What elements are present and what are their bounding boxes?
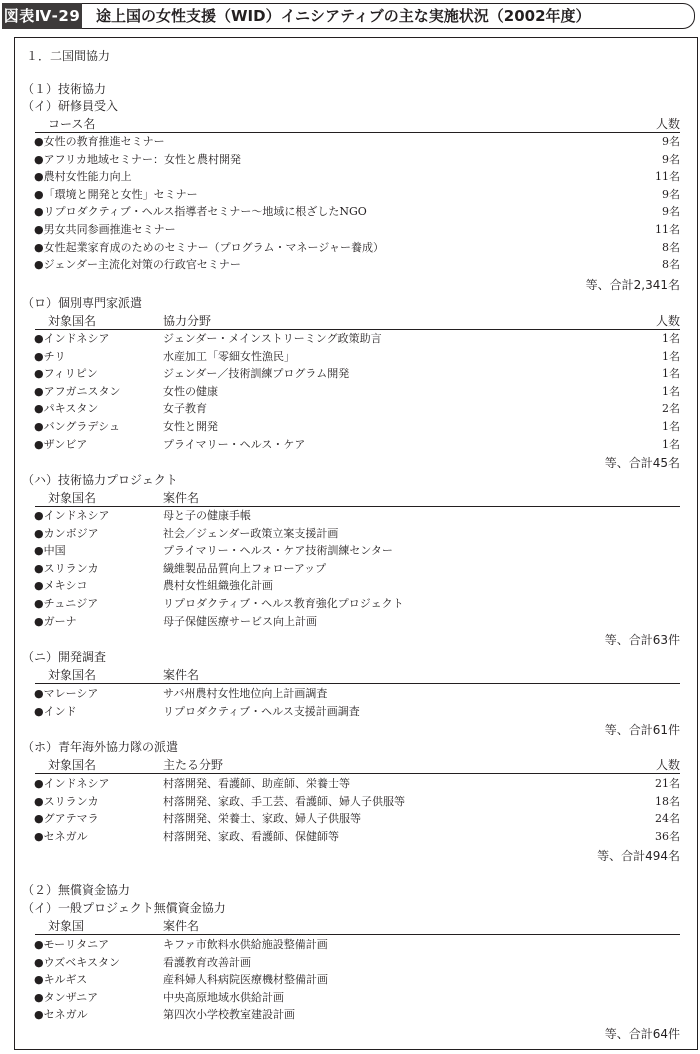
course-name: ●女性起業家育成のためのセミナー（プログラム・マネージャー養成） [34,240,385,254]
surveys-title: （ニ）開発調査 [22,650,107,664]
row-case: 社会／ジェンダー政策立案支援計画 [163,526,339,540]
row-count: 24名 [655,812,680,826]
row-field: 女性の健康 [163,384,218,398]
figure-header [2,3,695,31]
projects-header-rule [35,506,680,507]
experts-col-country: 対象国名 [48,314,97,328]
row-country: ●マレーシア [34,687,99,700]
volunteers-col-field: 主たる分野 [163,758,224,772]
row-field: 女子教育 [163,402,207,416]
experts-title: （ロ）個別専門家派遣 [22,296,143,310]
row-country: ●ザンビア [34,437,88,451]
row-country: ●ガーナ [34,614,77,628]
row-count: 1名 [662,437,680,451]
row-field: 村落開発、看護師、助産師、栄養士等 [163,777,350,790]
course-name: ●アフリカ地域セミナー：女性と農村開発 [34,152,242,166]
volunteers-col-count: 人数 [655,758,680,772]
trainee-title: （イ）研修員受入 [22,99,119,113]
experts-col-count: 人数 [655,314,680,328]
row-country: ●チュニジア [34,597,99,610]
grant-header-rule [35,934,680,935]
row-count: 8名 [662,240,680,254]
row-count: 1名 [662,367,680,381]
row-count: 9名 [662,187,680,201]
volunteers-total: 等、合計494名 [597,849,680,863]
row-case: 母と子の健康手帳 [163,509,251,522]
projects-title: （ハ）技術協力プロジェクト [22,473,178,487]
row-count: 1名 [662,384,680,398]
volunteers-col-country: 対象国名 [48,758,97,772]
experts-total: 等、合計45名 [604,456,680,470]
course-name: ●「環境と開発と女性」セミナー [34,187,198,201]
row-country: ●アフガニスタン [34,384,121,398]
row-field: ジェンダー／技術訓練プログラム開発 [163,367,350,381]
row-country: ●グアテマラ [34,812,99,826]
row-country: ●インドネシア [34,332,110,345]
row-case: 第四次小学校教室建設計画 [163,1008,295,1022]
experts-col-field: 協力分野 [163,314,212,328]
row-country: ●ウズベキスタン [34,955,121,969]
general-grant-title: （イ）一般プロジェクト無償資金協力 [22,901,226,915]
row-case: キファ市飲料水供給施設整備計画 [163,938,328,951]
surveys-total: 等、合計61件 [604,723,680,737]
experts-header-rule [35,329,680,330]
grant-col-country: 対象国 [48,919,85,933]
row-count: 9名 [662,152,680,166]
projects-col-country: 対象国名 [48,491,97,505]
surveys-col-country: 対象国名 [48,668,97,682]
row-count: 21名 [655,777,680,790]
row-country: ●中国 [34,544,66,558]
figure-title: 途上国の女性支援（WID）イニシアティブの主な実施状況（2002年度） [96,7,591,25]
row-field: 村落開発、家政、手工芸、看護師、婦人子供服等 [163,794,405,808]
figure-label: 図表Ⅳ-29 [2,3,82,29]
surveys-col-case: 案件名 [163,668,200,682]
row-case: サバ州農村女性地位向上計画調査 [163,687,328,700]
row-count: 2名 [662,402,680,416]
row-case: 農村女性組織強化計画 [163,579,273,593]
row-field: プライマリー・ヘルス・ケア [163,437,306,451]
section-bilateral-title: １．二国間協力 [26,49,111,63]
row-country: ●スリランカ [34,561,99,575]
row-count: 11名 [655,170,680,184]
row-count: 1名 [662,332,680,345]
row-count: 1名 [662,420,680,433]
course-name: ●男女共同参画推進セミナー [34,223,176,236]
row-case: 母子保健医療サービス向上計画 [163,614,317,628]
row-country: ●フィリピン [34,367,98,381]
row-field: 女性と開発 [163,420,218,433]
row-case: 産科婦人科病院医療機材整備計画 [163,973,328,987]
row-field: ジェンダー・メインストリーミング政策助言 [163,332,382,345]
row-country: ●インドネシア [34,509,110,522]
row-country: ●インドネシア [34,777,110,790]
grant-col-case: 案件名 [163,919,200,933]
row-country: ●インド [34,704,77,718]
row-field: 水産加工「零細女性漁民」 [163,349,295,363]
row-country: ●キルギス [34,973,88,987]
trainee-total: 等、合計2,341名 [585,278,680,292]
row-country: ●カンボジア [34,526,99,540]
row-case: 繊維製品品質向上フォローアップ [163,561,327,575]
row-country: ●メキシコ [34,579,88,593]
technical-cooperation-title: （１）技術協力 [22,82,107,96]
row-country: ●バングラデシュ [34,420,120,433]
course-name: ●リプロダクティブ・ヘルス指導者セミナー～地域に根ざしたNGO [34,205,367,219]
row-count: 36名 [655,829,680,843]
row-field: 村落開発、栄養士、家政、婦人子供服等 [163,812,361,826]
row-count: 8名 [662,258,680,272]
trainee-col-course: コース名 [48,117,96,131]
row-case: リプロダクティブ・ヘルス教育強化プロジェクト [163,597,404,610]
surveys-header-rule [35,683,680,684]
trainee-header-rule [35,132,680,133]
row-country: ●パキスタン [34,402,99,416]
row-count: 9名 [662,135,680,148]
grant-aid-title: （２）無償資金協力 [22,883,131,897]
course-name: ●ジェンダー主流化対策の行政官セミナー [34,258,241,272]
row-count: 18名 [655,794,680,808]
volunteers-header-rule [35,773,680,774]
row-count: 1名 [662,349,680,363]
row-count: 9名 [662,205,680,219]
row-country: ●タンザニア [34,990,99,1004]
row-country: ●チリ [34,349,66,363]
row-case: 看護教育改善計画 [163,955,251,969]
projects-total: 等、合計63件 [604,633,680,647]
row-case: プライマリー・ヘルス・ケア技術訓練センター [163,544,393,558]
row-case: リプロダクティブ・ヘルス支援計画調査 [163,704,360,718]
row-case: 中央高原地域水供給計画 [163,990,284,1004]
projects-col-case: 案件名 [163,491,200,505]
course-name: ●農村女性能力向上 [34,170,132,184]
row-field: 村落開発、家政、看護師、保健師等 [163,829,339,843]
row-country: ●セネガル [34,829,88,843]
trainee-col-count: 人数 [655,117,680,131]
row-country: ●セネガル [34,1008,88,1022]
row-country: ●スリランカ [34,794,99,808]
volunteers-title: （ホ）青年海外協力隊の派遣 [22,740,179,754]
course-name: ●女性の教育推進セミナー [34,135,165,148]
grant-total: 等、合計64件 [604,1027,680,1041]
row-country: ●モーリタニア [34,938,110,951]
row-count: 11名 [655,223,680,236]
